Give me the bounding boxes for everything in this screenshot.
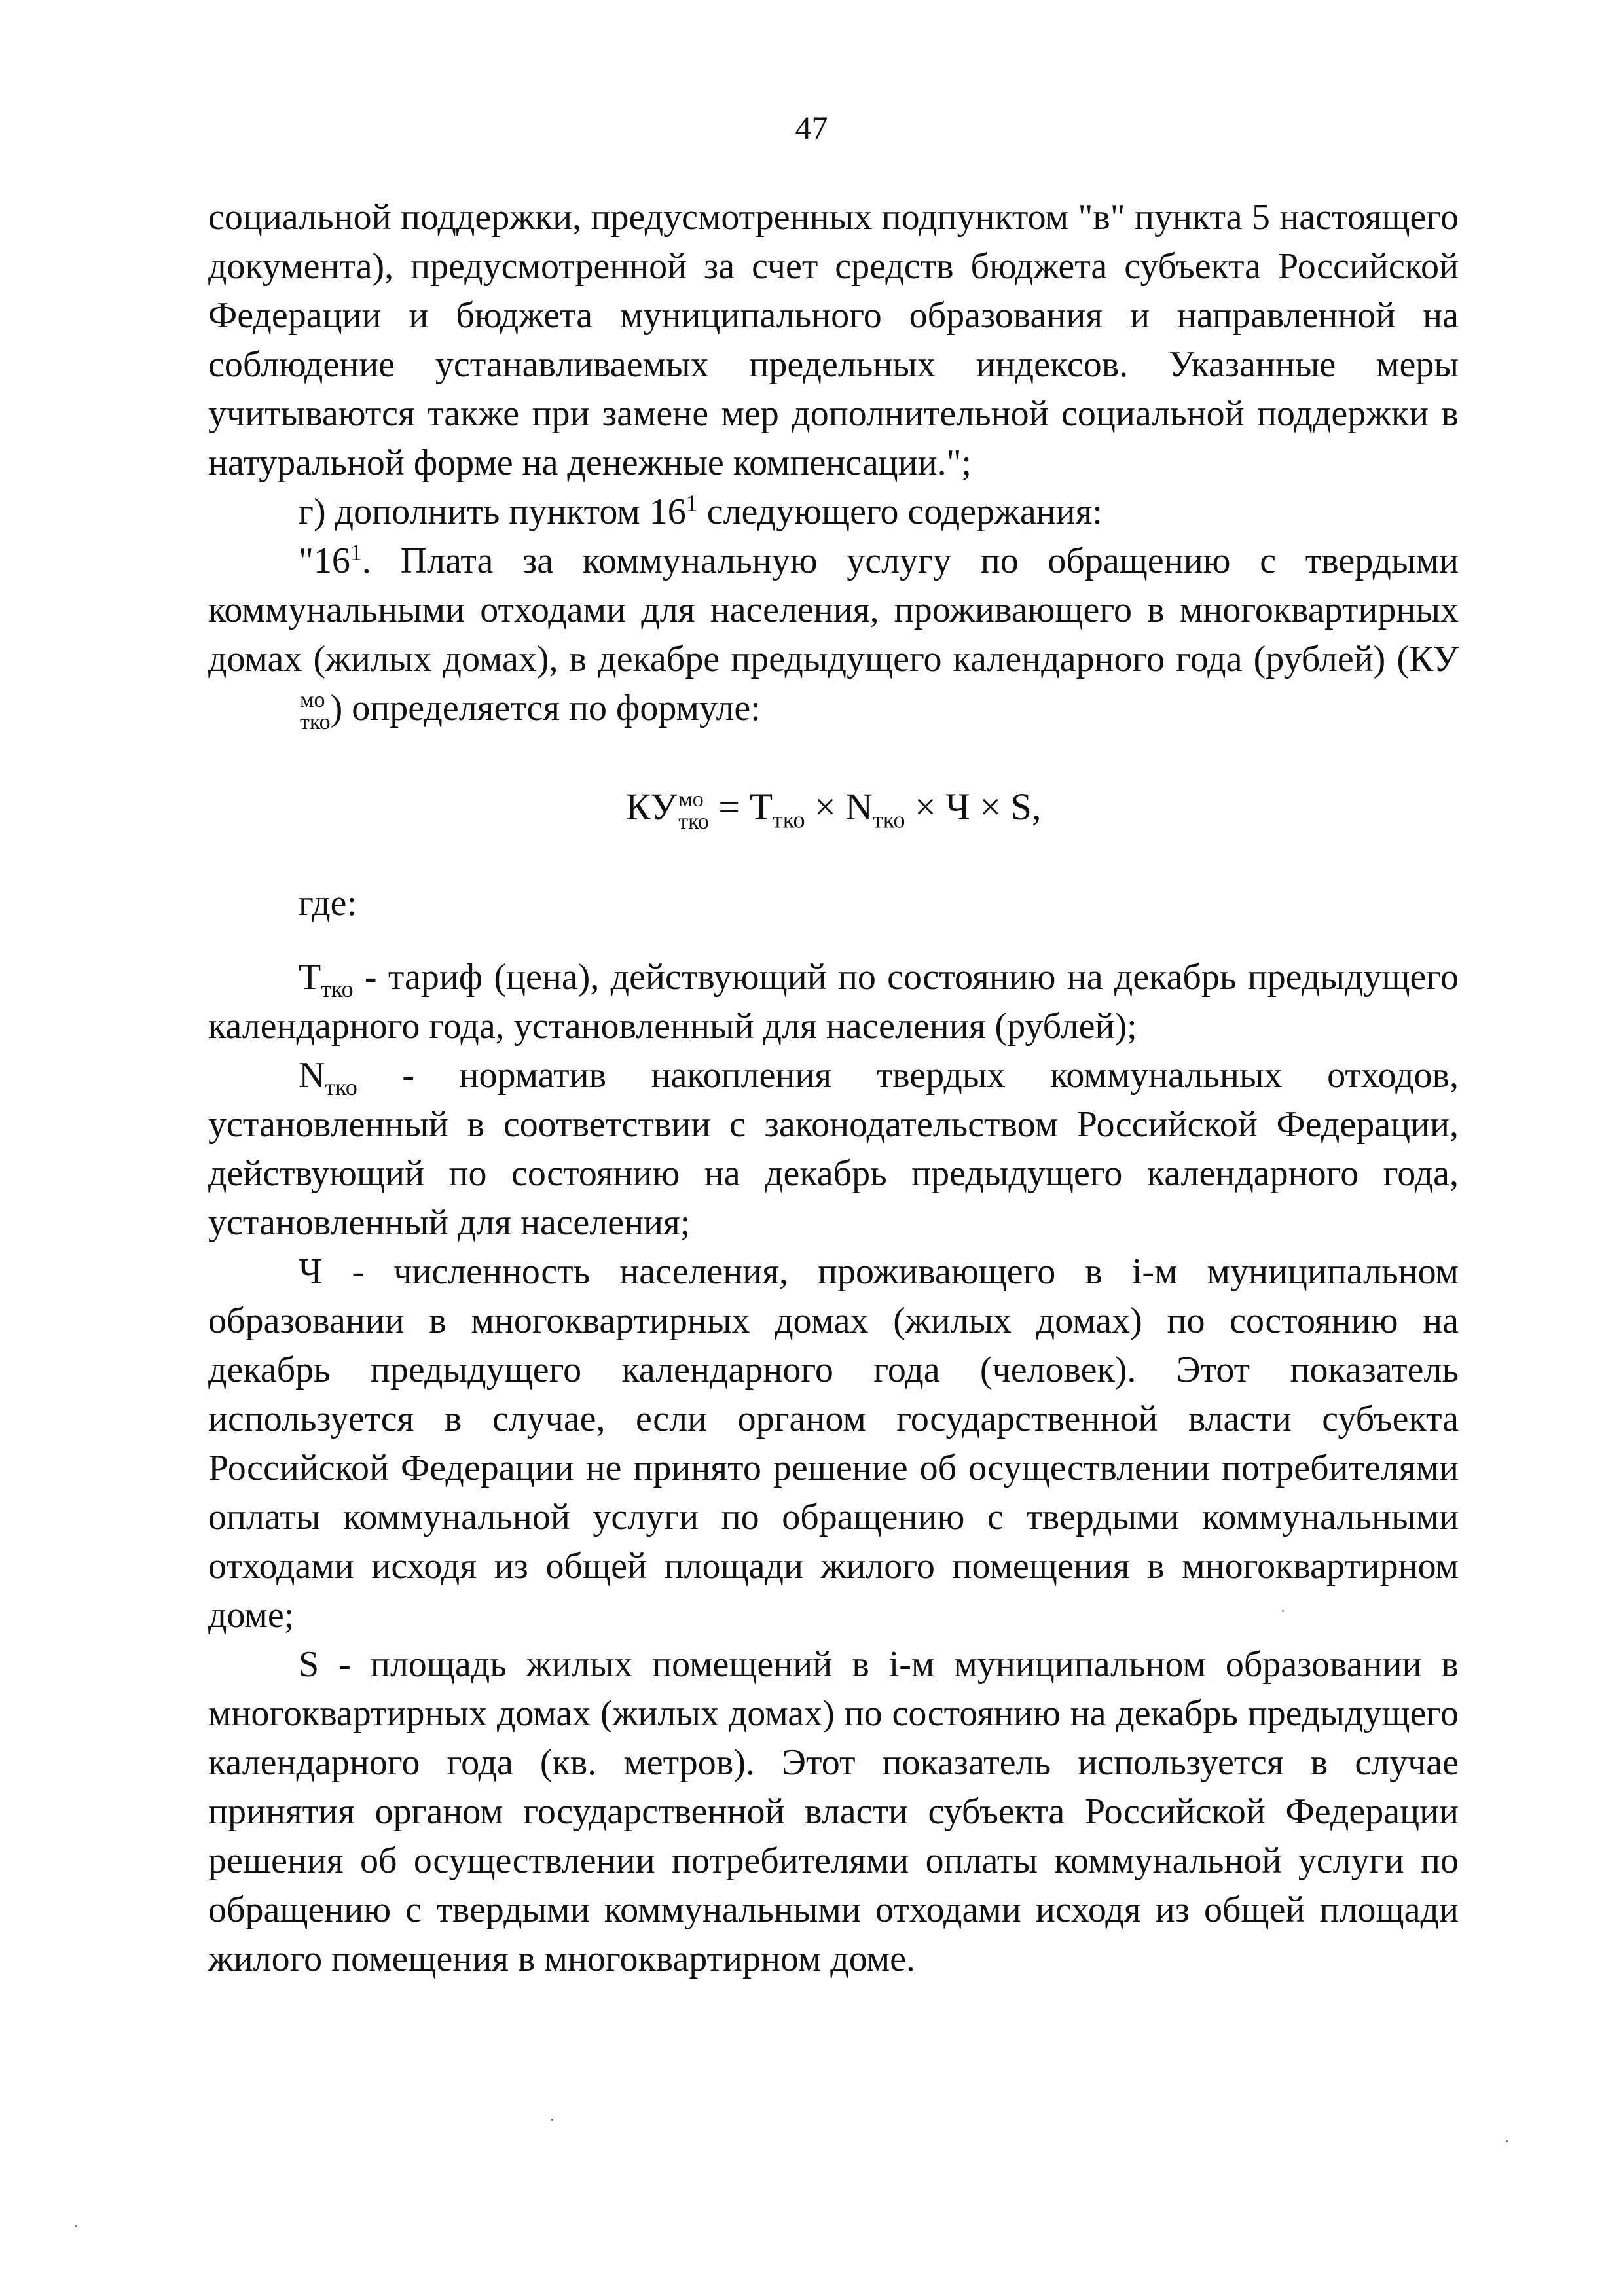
page-number: 47	[795, 109, 828, 146]
ku-sup: мо	[300, 688, 325, 713]
item-16-1-text: . Плата за коммунальную услугу по обращению с твердыми коммунальными отходами для населения, проживающего в многоквартирных домах (жилых домах), в декабре предыдущего календарного года (рублей) (КУ	[208, 541, 1459, 679]
formula-lhs-sub: тко	[678, 809, 709, 834]
formula-rest: × Ч × S,	[905, 785, 1042, 829]
definition-s: S - площадь жилых помещений в i-м муниципальном образовании в многоквартирных домах (жилых домах) по состоянию на декабрь предыдущего календарного года (кв. метров). Этот показатель используется в случае принятия органом государственной власти субъекта Российской Федерации решения об осуществлении потребителями оплаты коммунальной услуги по обращению с твердыми коммунальными отходами исходя из общей площади жилого помещения в многоквартирном доме.	[208, 1644, 1459, 1980]
formula-n-sub: тко	[873, 806, 905, 833]
scan-speck	[75, 2225, 77, 2227]
definition-ch: Ч - численность населения, проживающего в i-м муниципальном образовании в многоквартирных домах (жилых домах) по состоянию на декабрь предыдущего календарного года (человек). Этот показатель используется в случае, если органом государственной власти субъекта Российской Федерации не принято решение об осуществлении потребителями оплаты коммунальной услуги по обращению с твердыми коммунальными отходами исходя из общей площади жилого помещения в многоквартирном доме;	[208, 1251, 1459, 1636]
formula-times-n: × N	[805, 785, 873, 829]
formula-t-sub: тко	[773, 806, 805, 833]
paragraph-continuation: социальной поддержки, предусмотренных подпунктом "в" пункта 5 настоящего документа), предусмотренной за счет средств бюджета субъекта Российской Федерации и бюджета муниципального образования и направленной на соблюдение устанавливаемых предельных индексов. Указанные меры учитываются также при замене мер дополнительной социальной поддержки в натуральной форме на денежные компенсации.";	[208, 197, 1459, 483]
formula-lhs-indices	[678, 789, 709, 833]
item-16-1-tail: ) определяется по формуле:	[330, 688, 761, 728]
definition-n-sub: тко	[325, 1074, 357, 1101]
formula	[208, 781, 1459, 833]
definition-n-symbol: N	[299, 1055, 325, 1096]
definition-t-text: - тариф (цена), действующий по состоянию на декабрь предыдущего календарного года, установленный для населения (рублей);	[208, 957, 1459, 1047]
where-label: где:	[299, 883, 357, 924]
scan-speck	[1282, 1610, 1284, 1612]
scan-speck	[1506, 2140, 1508, 2142]
ku-indices	[210, 689, 331, 734]
paragraph-item-16-1	[208, 537, 1459, 734]
formula-eq-t: = Т	[708, 785, 773, 829]
definition-t-sub: тко	[321, 976, 354, 1003]
paragraph-amendment-g	[208, 488, 1459, 537]
definition-t	[208, 953, 1459, 1051]
superscript-1: 1	[685, 490, 698, 516]
amendment-g-tail: следующего содержания:	[697, 492, 1103, 532]
formula-lhs: КУ	[625, 785, 678, 829]
amendment-g-text: г) дополнить пунктом 16	[299, 492, 686, 532]
item-16-1-number: "16	[299, 541, 350, 581]
definition-t-symbol: Т	[299, 957, 321, 998]
ku-sub: тко	[300, 710, 331, 735]
superscript-1: 1	[350, 539, 362, 565]
definition-n	[208, 1051, 1459, 1247]
formula-lhs-sup: мо	[678, 787, 704, 812]
document-body	[208, 193, 1459, 1984]
scan-speck	[551, 2119, 553, 2121]
definition-n-text: - норматив накопления твердых коммунальных отходов, установленный в соответствии с законодательством Российской Федерации, действующий по состоянию на декабрь предыдущего календарного года, установленный для населения;	[208, 1055, 1459, 1244]
